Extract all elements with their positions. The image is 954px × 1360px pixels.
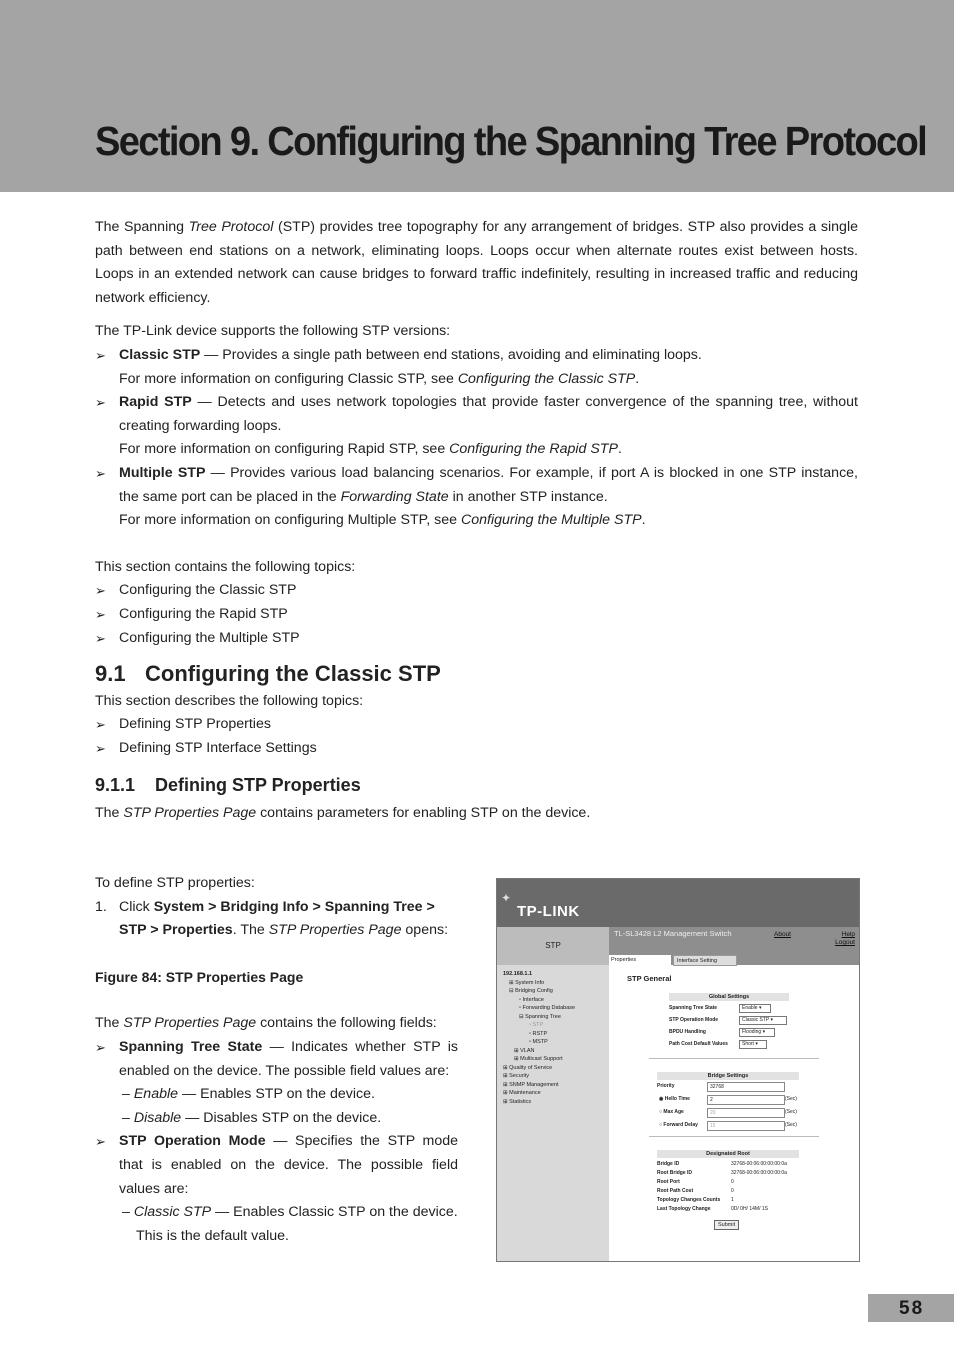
field-label: Spanning Tree State bbox=[669, 1005, 718, 1011]
section-intro: This section describes the following topics: bbox=[95, 692, 364, 709]
tree-item[interactable]: ⊞ VLAN bbox=[514, 1047, 535, 1054]
fields-intro: The STP Properties Page contains the following fields: bbox=[95, 1015, 437, 1032]
page-number-box bbox=[868, 1294, 954, 1322]
figure-caption: Figure 84: STP Properties Page bbox=[95, 968, 304, 985]
page-number: 58 bbox=[899, 1298, 925, 1319]
topic-item: ➢ Configuring the Rapid STP bbox=[95, 605, 288, 622]
logo-icon: ✦ bbox=[501, 891, 512, 905]
panel-heading: STP General bbox=[627, 974, 672, 983]
tree-item[interactable]: ⊞ Maintenance bbox=[503, 1090, 541, 1096]
list-item: ➢ Classic STP — Provides a single path between end stations, avoiding and eliminating loops. bbox=[95, 346, 702, 363]
field-label: Topology Changes Counts bbox=[657, 1197, 721, 1203]
field-value: 32768-00:06:00:00:00:0a bbox=[731, 1170, 787, 1176]
field-item: ➢ Spanning Tree State — Indicates whether STP is enabled on the device. The possible field values are: bbox=[95, 1038, 458, 1079]
bpdu-handling-select[interactable]: Flooding ▾ bbox=[739, 1028, 775, 1037]
topic-item: ➢ Configuring the Classic STP bbox=[95, 582, 297, 599]
field-label: STP Operation Mode bbox=[669, 1017, 719, 1023]
list-item-note: For more information on configuring Classic STP, see Configuring the Classic STP. bbox=[119, 370, 640, 387]
field-value: 1 bbox=[731, 1197, 734, 1203]
procedure-intro: To define STP properties: bbox=[95, 875, 255, 891]
tree-item[interactable]: ▫ RSTP bbox=[529, 1030, 548, 1037]
help-link[interactable]: Help bbox=[841, 931, 855, 938]
procedure-column bbox=[95, 872, 458, 1248]
tree-item[interactable]: ⊞ Quality of Service bbox=[503, 1064, 553, 1071]
tree-item[interactable]: ▫ Forwarding Database bbox=[519, 1005, 576, 1011]
tree-item[interactable]: ⊞ SNMP Management bbox=[503, 1081, 559, 1088]
about-link[interactable]: About bbox=[774, 931, 791, 938]
field-value: – Classic STP — Enables Classic STP on the device. bbox=[122, 1204, 458, 1221]
list-item: ➢ Multiple STP — Provides various load balancing scenarios. For example, if port A is blocked in one STP instance, the same port can be placed in the Forwarding State in another STP instance. bbox=[95, 464, 859, 505]
field-label: Root Port bbox=[657, 1179, 680, 1185]
intro-paragraph: The Spanning Tree Protocol (STP) provides tree topography for any arrangement of bridges. STP also provides a single path between end stations on a network, eliminating loops. Loops occur when alternate routes exist between hosts. Loops in an extended network can cause bridges to forward traffic indefinitely, resulting in increased traffic and reducing network efficiency. bbox=[95, 219, 858, 306]
tree-root[interactable]: 192.168.1.1 bbox=[503, 971, 533, 977]
max-age-input[interactable]: 20 bbox=[707, 1108, 785, 1118]
tree-item[interactable]: ▫ MSTP bbox=[529, 1039, 548, 1045]
settings-panel bbox=[609, 966, 859, 1261]
field-value: 32768-00:06:00:00:00:0a bbox=[731, 1161, 787, 1167]
bridge-settings-header: Bridge Settings bbox=[657, 1072, 799, 1080]
help-links bbox=[835, 931, 855, 947]
section-title: Section 9. Configuring the Spanning Tree Protocol bbox=[95, 118, 927, 164]
field-value: 0D/ 0H/ 14M/ 1S bbox=[731, 1206, 768, 1212]
topics-intro: This section contains the following topics: bbox=[95, 558, 356, 575]
field-label: Root Path Cost bbox=[657, 1188, 694, 1194]
nav-tree bbox=[497, 965, 609, 1261]
hello-time-radio[interactable]: ◉ Hello Time bbox=[659, 1096, 690, 1102]
tab-interface-setting[interactable]: Interface Setting bbox=[673, 955, 737, 966]
spanning-tree-state-select[interactable]: Enable ▾ bbox=[739, 1004, 771, 1013]
tree-item[interactable]: ⊞ Multicast Support bbox=[514, 1056, 563, 1062]
field-label: Priority bbox=[657, 1083, 675, 1089]
submit-button[interactable]: Submit bbox=[714, 1220, 739, 1230]
stp-properties-screenshot bbox=[496, 878, 860, 1262]
topic-item: ➢ Configuring the Multiple STP bbox=[95, 629, 300, 646]
side-title: STP bbox=[497, 927, 609, 965]
field-item: ➢ STP Operation Mode — Specifies the STP mode that is enabled on the device. The possible field values are: bbox=[95, 1133, 459, 1197]
subsection-intro: The STP Properties Page contains parameters for enabling STP on the device. bbox=[95, 805, 591, 822]
field-label: Path Cost Default Values bbox=[669, 1041, 728, 1047]
topic-item: ➢ Defining STP Properties bbox=[95, 716, 271, 733]
heading-9-1-1: 9.1.1 Defining STP Properties bbox=[95, 775, 361, 796]
field-label: Last Topology Change bbox=[657, 1206, 711, 1212]
field-label: BPDU Handling bbox=[669, 1029, 706, 1035]
tree-item[interactable]: ⊟ Spanning Tree bbox=[519, 1013, 561, 1020]
field-value: – Enable — Enables STP on the device. bbox=[122, 1086, 375, 1103]
field-value: 0 bbox=[731, 1179, 734, 1185]
section-banner bbox=[0, 0, 954, 192]
field-value-note: This is the default value. bbox=[136, 1227, 289, 1244]
screenshot-header bbox=[497, 879, 859, 927]
max-age-radio[interactable]: ○ Max Age bbox=[659, 1109, 684, 1115]
main-content bbox=[95, 216, 858, 826]
hello-time-input[interactable]: 2 bbox=[707, 1095, 785, 1105]
unit-label: (Sec) bbox=[785, 1109, 797, 1115]
designated-root-header: Designated Root bbox=[657, 1150, 799, 1158]
priority-input[interactable]: 32768 bbox=[707, 1082, 785, 1092]
field-value: 0 bbox=[731, 1188, 734, 1194]
tab-properties[interactable]: Properties bbox=[609, 955, 671, 966]
tree-item[interactable]: ⊞ System Info bbox=[509, 979, 545, 986]
tree-item-selected[interactable]: ▫ STP bbox=[529, 1022, 544, 1028]
tree-item[interactable]: ⊞ Statistics bbox=[503, 1098, 532, 1105]
field-value: – Disable — Disables STP on the device. bbox=[122, 1109, 382, 1126]
divider bbox=[649, 1058, 819, 1059]
step-1: 1. Click System > Bridging Info > Spanning Tree > STP > Properties. The STP Properties Page opens: bbox=[95, 898, 449, 939]
field-label: Root Bridge ID bbox=[657, 1170, 692, 1176]
forward-delay-radio[interactable]: ○ Forward Delay bbox=[659, 1122, 698, 1128]
tree-item[interactable]: ⊟ Bridging Config bbox=[509, 988, 553, 994]
heading-9-1: 9.1 Configuring the Classic STP bbox=[95, 661, 441, 687]
list-item: ➢ Rapid STP — Detects and uses network topologies that provide faster convergence of the spanning tree, without creating forwarding loops. bbox=[95, 394, 859, 434]
logout-link[interactable]: Logout bbox=[835, 939, 855, 946]
product-name: TL-SL3428 L2 Management Switch bbox=[614, 929, 732, 938]
field-label: Bridge ID bbox=[657, 1161, 680, 1167]
unit-label: (Sec) bbox=[785, 1096, 797, 1102]
unit-label: (Sec) bbox=[785, 1122, 797, 1128]
tp-link-logo: TP-LINK bbox=[517, 903, 580, 920]
divider bbox=[649, 1136, 819, 1137]
forward-delay-input[interactable]: 15 bbox=[707, 1121, 785, 1131]
path-cost-select[interactable]: Short ▾ bbox=[739, 1040, 767, 1049]
global-settings-header: Global Settings bbox=[669, 993, 789, 1001]
stp-operation-mode-select[interactable]: Classic STP ▾ bbox=[739, 1016, 787, 1025]
tree-item[interactable]: ⊞ Security bbox=[503, 1073, 530, 1079]
versions-intro: The TP-Link device supports the following STP versions: bbox=[95, 323, 451, 340]
topic-item: ➢ Defining STP Interface Settings bbox=[95, 739, 317, 756]
list-item-note: For more information on configuring Rapid STP, see Configuring the Rapid STP. bbox=[119, 441, 622, 458]
list-item-note: For more information on configuring Multiple STP, see Configuring the Multiple STP. bbox=[119, 512, 646, 529]
tree-item[interactable]: ▫ Interface bbox=[519, 996, 544, 1003]
